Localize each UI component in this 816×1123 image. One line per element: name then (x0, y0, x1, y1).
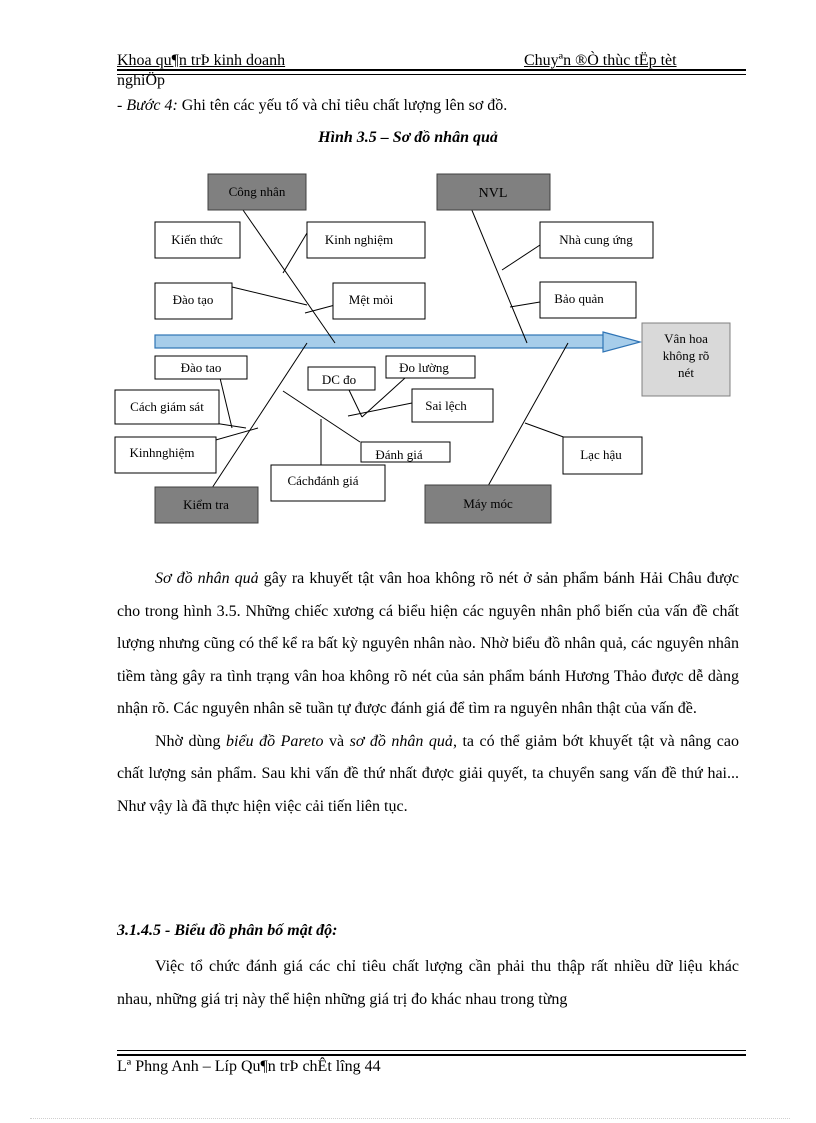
figure-title: Hình 3.5 – Sơ đồ nhân quả (318, 129, 498, 146)
cause-do-luong: Đo lường (399, 360, 449, 375)
paragraph-1-lead: Sơ đồ nhân quả (155, 570, 259, 587)
paragraph-2-part-1: Nhờ dùng (155, 732, 227, 750)
cause-dao-tao-top: Đào tạo (172, 292, 214, 307)
section-heading: 3.1.4.5 - Biểu đồ phân bố mật độ: (117, 922, 338, 939)
paragraph-2-part-2: và (323, 732, 350, 750)
paragraph-2 (117, 726, 739, 824)
step-text: Ghi tên các yếu tố và chỉ tiêu chất lượng lên sơ đồ. (177, 97, 508, 114)
header-continuation: nghiÖp (117, 72, 165, 89)
paragraph-3-container (117, 951, 739, 1016)
page-bottom-dotted-line (30, 1118, 790, 1119)
effect-line-2: không rõ (662, 348, 710, 363)
fishbone-diagram (0, 0, 816, 540)
paragraph-1 (117, 563, 739, 726)
cause-kinhnghiem: Kinhnghiệm (129, 445, 195, 460)
cause-met-moi: Mệt mỏi (348, 292, 394, 307)
header-right: Chuyªn ®Ò thùc tËp tèt (524, 52, 677, 69)
cause-cach-giam-sat: Cách giám sát (130, 399, 204, 414)
step-label: Bước 4: (126, 97, 178, 114)
paragraph-1-rest: gây ra khuyết tật vân hoa không rõ nét ở sản phẩm bánh Hải Châu được cho trong hình 3.5. Những chiếc xương cá biểu hiện các nguyên nhân phổ biến của vấn đề chất lượng nhưng cũng có thể kể ra bất kỳ nguyên nhân nào. Nhờ biểu đồ nhân quả, các nguyên nhân tiềm tàng gây ra tình trạng vân hoa không rõ nét của sản phẩm bánh Hương Thảo được dễ dàng nhận rõ. Các nguyên nhân sẽ tuần tự được đánh giá để tìm ra nguyên nhân thật của vấn đề. (117, 570, 739, 717)
cause-cach-danh-gia: Cáchđánh giá (287, 473, 359, 488)
category-nvl: NVL (478, 186, 508, 201)
paragraph-2-em-fishbone: sơ đồ nhân quả (349, 732, 453, 750)
body-paragraphs (117, 563, 739, 823)
paragraph-2-part-3: , ta có thể giảm bớt khuyết tật và nâng cao chất lượng sản phẩm. Sau khi vấn đề thứ nhất được giải quyết, ta chuyển sang vấn đề thứ hai... Như vậy là đã thực hiện việc cải tiến liên tục. (117, 732, 740, 815)
cause-danh-gia: Đánh giá (375, 447, 423, 462)
cause-bao-quan: Bảo quản (554, 291, 604, 306)
cause-nha-cung-ung: Nhà cung ứng (559, 232, 633, 247)
cause-dao-tao-bottom: Đào tao (180, 360, 222, 375)
effect-line-1: Vân hoa (664, 331, 708, 346)
cause-kinh-nghiem: Kinh nghiệm (324, 232, 394, 247)
spine-bar (155, 335, 604, 348)
cause-lac-hau: Lạc hậu (580, 447, 622, 462)
footer-rule-thick (117, 1054, 746, 1056)
paragraph-2-em-pareto: biểu đồ Pareto (226, 732, 324, 750)
cause-sai-lech: Sai lệch (425, 398, 467, 413)
footer-text: Lª Phng Anh – Líp Qu¶n trÞ chÊt lîng 44 (117, 1058, 381, 1075)
cause-kien-thuc: Kiến thức (171, 232, 223, 247)
paragraph-3: Việc tổ chức đánh giá các chỉ tiêu chất lượng cần phải thu thập rất nhiều dữ liệu khác nhau, những giá trị này thể hiện những giá trị đo khác nhau trong từng (117, 958, 739, 1008)
category-cong-nhan: Công nhân (228, 184, 286, 199)
effect-line-3: nét (678, 365, 694, 380)
header-left: Khoa qu¶n trÞ kinh doanh (117, 52, 286, 69)
footer-rule-thin (117, 1050, 746, 1051)
spine-arrowhead (603, 332, 640, 352)
step-line: - Bước 4: Ghi tên các yếu tố và chỉ tiêu chất lượng lên sơ đồ. (117, 97, 508, 114)
category-kiem-tra: Kiểm tra (183, 497, 229, 512)
cause-dc-do: DC đo (321, 372, 357, 387)
category-may-moc: Máy móc (463, 496, 513, 511)
